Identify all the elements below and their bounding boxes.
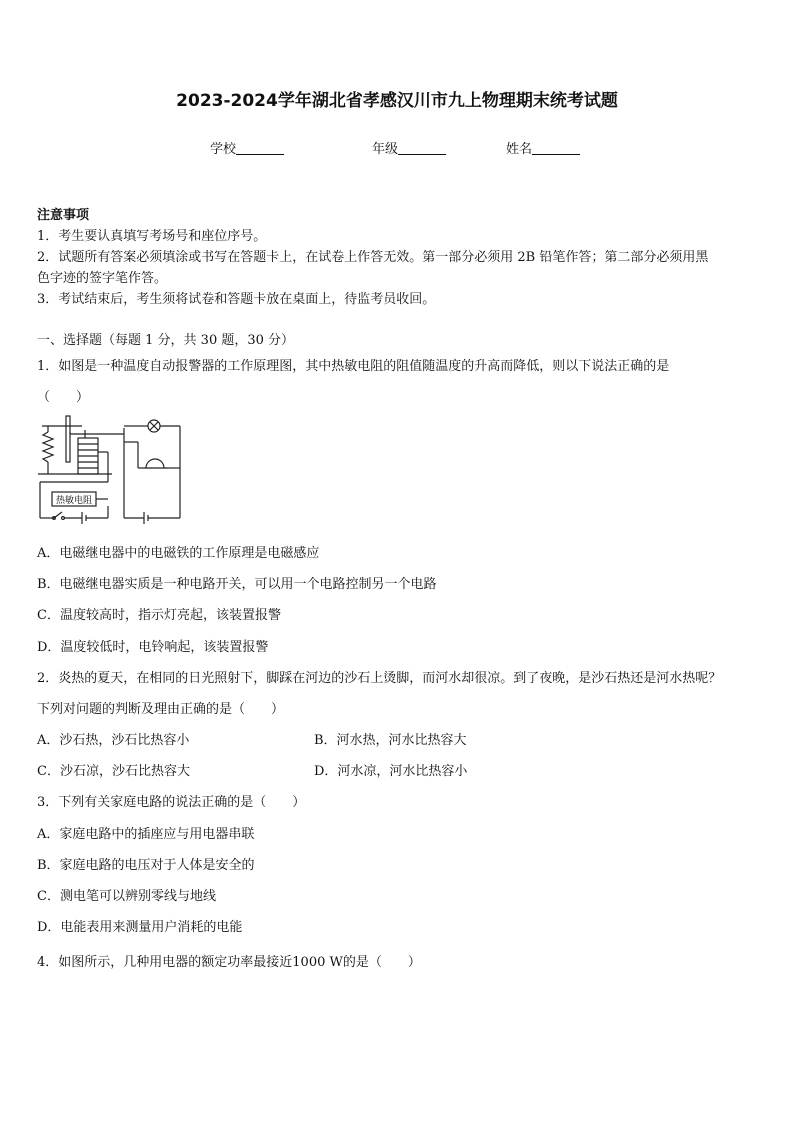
name-field xyxy=(506,138,580,157)
notice-item-1: 1．考生要认真填写考场号和座位序号。 xyxy=(37,229,267,244)
notice-heading: 注意事项 xyxy=(37,208,90,223)
alarm-circuit-diagram xyxy=(38,412,184,524)
notice-item-3: 3．考试结束后，考生须将试卷和答题卡放在桌面上，待监考员收回。 xyxy=(37,292,436,307)
grade-field xyxy=(372,138,446,157)
q3-option-d[interactable]: D．电能表用来测量用户消耗的电能 xyxy=(37,920,243,935)
q4-stem xyxy=(37,951,421,970)
q1-paren: （ ） xyxy=(37,390,90,405)
q2-option-c[interactable]: C．沙石凉，沙石比热容大 xyxy=(37,764,190,779)
thermistor-label: 热敏电阻 xyxy=(55,496,93,506)
q4-stem-text: 4．如图所示，几种用电器的额定功率最接近 xyxy=(37,955,293,970)
q1-option-c[interactable]: C．温度较高时，指示灯亮起，该装置报警 xyxy=(37,608,281,623)
grade-blank[interactable] xyxy=(398,141,446,155)
q2-option-d[interactable]: D．河水凉，河水比热容小 xyxy=(314,764,468,779)
q3-option-c[interactable]: C．测电笔可以辨别零线与地线 xyxy=(37,889,216,904)
q1-option-d[interactable]: D．温度较低时，电铃响起，该装置报警 xyxy=(37,640,269,655)
q3-stem: 3．下列有关家庭电路的说法正确的是（ ） xyxy=(37,795,306,810)
notice-item-2-cont: 色字迹的签字笔作答。 xyxy=(37,271,168,286)
school-label: 学校 xyxy=(210,142,237,157)
q2-option-a[interactable]: A．沙石热，沙石比热容小 xyxy=(37,733,190,748)
name-label: 姓名 xyxy=(506,142,533,157)
school-blank[interactable] xyxy=(236,141,284,155)
q1-option-b[interactable]: B．电磁继电器实质是一种电路开关，可以用一个电路控制另一个电路 xyxy=(37,577,437,592)
section-heading: 一、选择题（每题 1 分，共 30 题，30 分） xyxy=(37,333,295,348)
q2-option-b[interactable]: B．河水热，河水比热容大 xyxy=(314,733,467,748)
school-field xyxy=(210,138,284,157)
q2-stem-cont: 下列对问题的判断及理由正确的是（ ） xyxy=(37,702,285,717)
q1-stem: 1．如图是一种温度自动报警器的工作原理图，其中热敏电阻的阻值随温度的升高而降低，则以下说法正确的是 xyxy=(37,359,670,374)
q3-option-b[interactable]: B．家庭电路的电压对于人体是安全的 xyxy=(37,858,255,873)
q3-option-a[interactable]: A．家庭电路中的插座应与用电器串联 xyxy=(37,827,255,842)
notice-item-2: 2．试题所有答案必须填涂或书写在答题卡上，在试卷上作答无效。第一部分必须用 2B 铅笔作答；第二部分必须用黑 xyxy=(37,250,709,265)
q4-stem-end: 的是（ ） xyxy=(342,955,421,970)
q1-option-a[interactable]: A．电磁继电器中的电磁铁的工作原理是电磁感应 xyxy=(37,546,320,561)
name-blank[interactable] xyxy=(532,141,580,155)
page-title: 2023-2024学年湖北省孝感汉川市九上物理期末统考试题 xyxy=(176,91,618,111)
q4-power-value: 1000 W xyxy=(292,955,343,970)
grade-label: 年级 xyxy=(372,142,399,157)
q2-stem: 2．炎热的夏天，在相同的日光照射下，脚踩在河边的沙石上烫脚，而河水却很凉。到了夜晚，是沙石热还是河水热呢？ xyxy=(37,671,722,686)
